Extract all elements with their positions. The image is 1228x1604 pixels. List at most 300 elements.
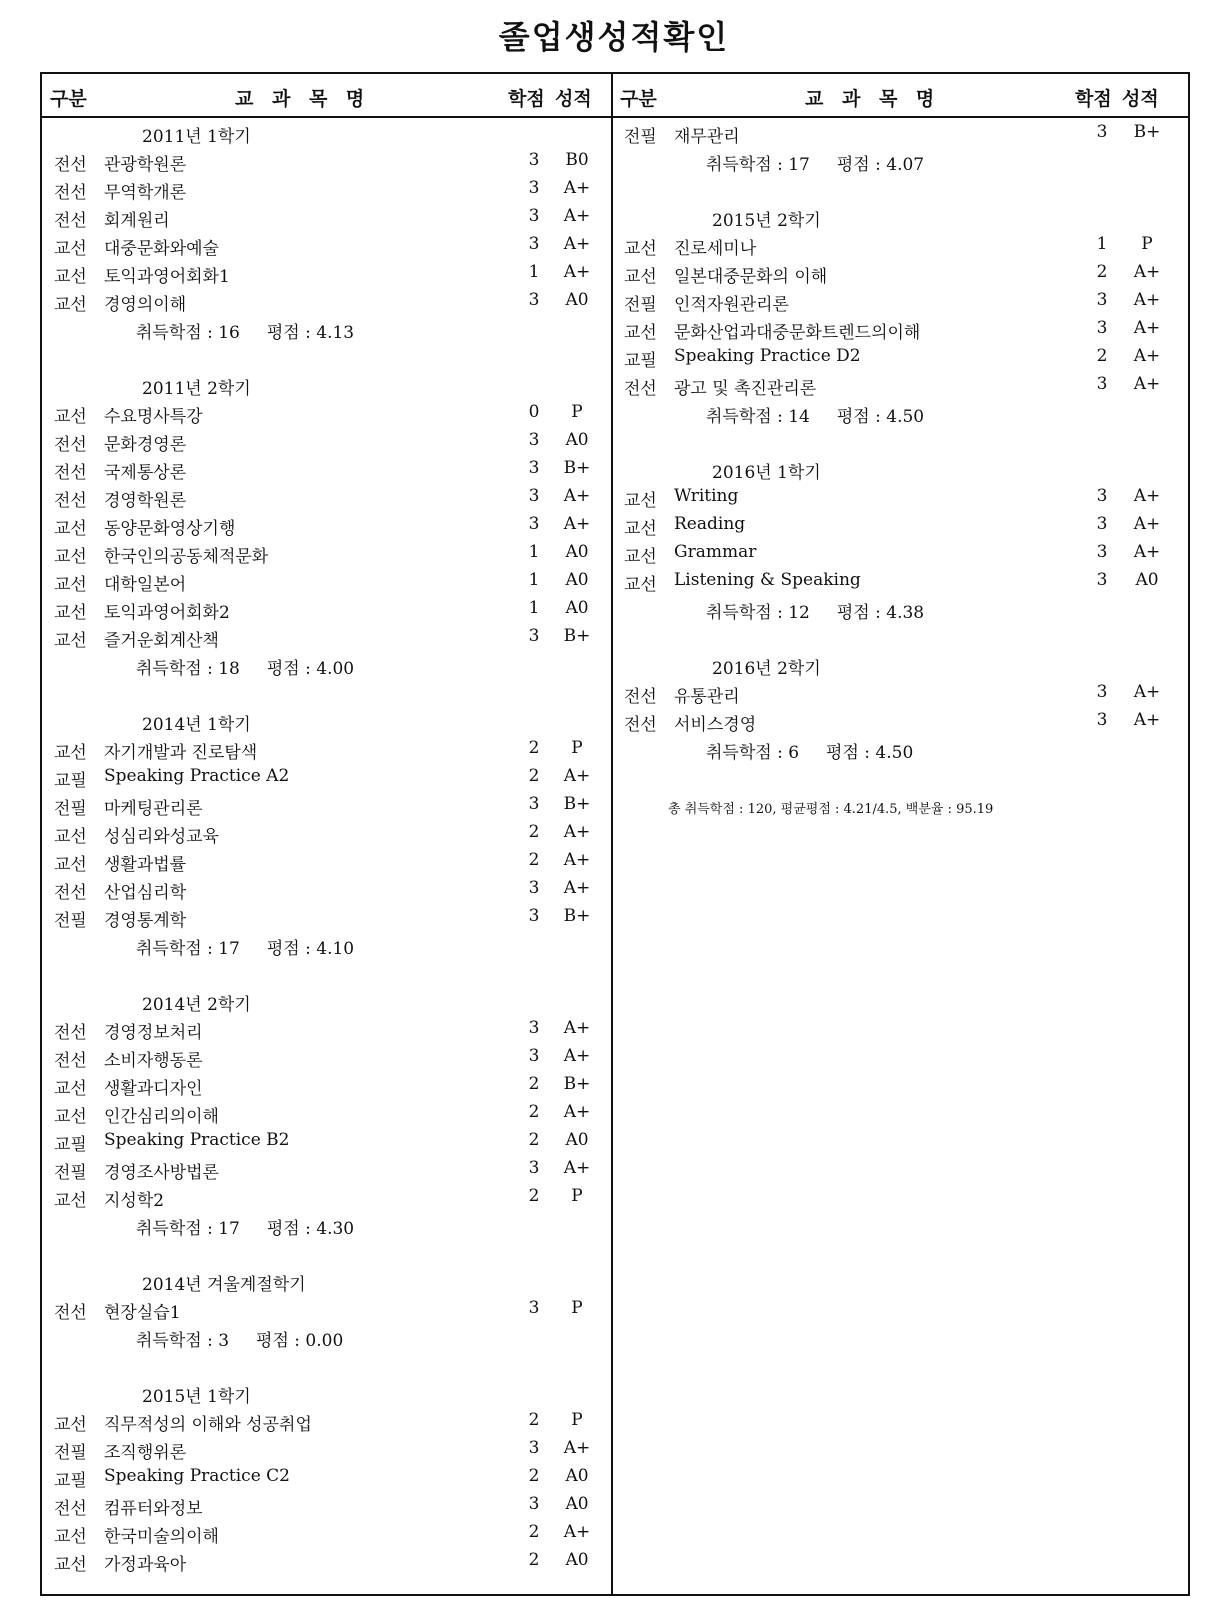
course-name: 생활과디자인 <box>104 1079 203 1099</box>
course-name: 문화산업과대중문화트렌드의이해 <box>674 323 921 343</box>
course-category: 교선 <box>54 631 87 651</box>
course-credit: 3 <box>528 514 540 534</box>
course-name: 직무적성의 이해와 성공취업 <box>104 1415 312 1435</box>
course-category: 교선 <box>624 491 657 511</box>
summary-text: 취득학점 : 18 평점 : 4.00 <box>136 659 355 679</box>
course-grade: B+ <box>1133 122 1161 142</box>
course-credit: 3 <box>528 178 540 198</box>
course-category: 교선 <box>54 295 87 315</box>
course-credit: 2 <box>528 1102 540 1122</box>
spacer-row <box>624 762 1184 790</box>
course-grade: A+ <box>563 178 591 198</box>
course-grade: A0 <box>565 1550 589 1570</box>
course-credit: 1 <box>528 262 540 282</box>
course-row <box>54 1462 604 1490</box>
semester-label: 2014년 1학기 <box>142 715 251 735</box>
summary-text: 취득학점 : 3 평점 : 0.00 <box>136 1331 344 1351</box>
course-grade: A+ <box>563 234 591 254</box>
course-name: 경영통계학 <box>104 911 187 931</box>
header-credit: 학점 <box>508 88 545 110</box>
course-credit: 2 <box>528 850 540 870</box>
course-grade: B+ <box>563 1074 591 1094</box>
course-row <box>54 202 604 230</box>
course-credit: 3 <box>1096 122 1108 142</box>
course-name: 산업심리학 <box>104 883 187 903</box>
course-row <box>54 286 604 314</box>
course-row <box>54 258 604 286</box>
course-category: 교선 <box>54 1415 87 1435</box>
semester-row <box>54 1266 604 1294</box>
course-credit: 3 <box>1096 318 1108 338</box>
course-row <box>624 258 1184 286</box>
course-row <box>54 566 604 594</box>
course-grade: A+ <box>563 766 591 786</box>
course-grade: A+ <box>563 1438 591 1458</box>
semester-row <box>54 1378 604 1406</box>
course-row <box>54 790 604 818</box>
course-name: 현장실습1 <box>104 1303 181 1323</box>
course-credit: 2 <box>528 1074 540 1094</box>
course-credit: 3 <box>528 794 540 814</box>
course-row <box>624 678 1184 706</box>
course-category: 교선 <box>54 603 87 623</box>
course-name: 소비자행동론 <box>104 1051 203 1071</box>
semester-summary <box>54 1210 604 1238</box>
course-name: 서비스경영 <box>674 715 757 735</box>
course-name: 인적자원관리론 <box>674 295 789 315</box>
course-credit: 3 <box>528 206 540 226</box>
course-category: 전선 <box>54 155 87 175</box>
course-grade: A+ <box>1133 486 1161 506</box>
course-row <box>54 846 604 874</box>
course-grade: A0 <box>565 1130 589 1150</box>
spacer-row <box>624 174 1184 202</box>
course-credit: 3 <box>528 458 540 478</box>
course-grade: A0 <box>565 598 589 618</box>
course-credit: 3 <box>1096 374 1108 394</box>
course-row <box>54 1042 604 1070</box>
course-category: 교선 <box>54 827 87 847</box>
course-category: 전필 <box>54 1163 87 1183</box>
course-grade: A0 <box>1135 570 1159 590</box>
course-credit: 2 <box>528 1550 540 1570</box>
total-row <box>624 790 1184 818</box>
course-grade: A+ <box>563 262 591 282</box>
course-credit: 0 <box>528 402 540 422</box>
course-row <box>54 1070 604 1098</box>
course-category: 교필 <box>54 1471 87 1491</box>
course-name: Grammar <box>674 542 757 562</box>
course-name: 경영정보처리 <box>104 1023 203 1043</box>
course-name: 한국인의공동체적문화 <box>104 547 269 567</box>
course-credit: 2 <box>528 1522 540 1542</box>
course-grade: A+ <box>1133 710 1161 730</box>
course-category: 교선 <box>624 267 657 287</box>
course-category: 교필 <box>54 771 87 791</box>
course-credit: 2 <box>1096 346 1108 366</box>
course-category: 전선 <box>624 379 657 399</box>
course-row <box>54 538 604 566</box>
header-subject-right: 교 과 목 명 <box>805 88 941 110</box>
course-category: 교선 <box>624 239 657 259</box>
course-grade: A+ <box>1133 290 1161 310</box>
course-name: Writing <box>674 486 739 506</box>
course-name: 조직행위론 <box>104 1443 187 1463</box>
summary-text: 취득학점 : 6 평점 : 4.50 <box>706 743 914 763</box>
course-row <box>624 538 1184 566</box>
semester-label: 2015년 2학기 <box>712 211 821 231</box>
header-grade: 성적 <box>555 88 592 110</box>
summary-text: 취득학점 : 14 평점 : 4.50 <box>706 407 925 427</box>
course-grade: B+ <box>563 626 591 646</box>
course-category: 전선 <box>54 491 87 511</box>
course-credit: 2 <box>528 822 540 842</box>
semester-summary <box>624 146 1184 174</box>
course-category: 전필 <box>624 295 657 315</box>
course-name: 성심리와성교육 <box>104 827 219 847</box>
course-category: 교선 <box>624 519 657 539</box>
spacer-row <box>624 426 1184 454</box>
spacer-row <box>54 958 604 986</box>
course-credit: 2 <box>528 766 540 786</box>
course-row <box>54 1294 604 1322</box>
course-category: 전선 <box>54 435 87 455</box>
summary-text: 취득학점 : 17 평점 : 4.30 <box>136 1219 355 1239</box>
course-name: 컴퓨터와정보 <box>104 1499 203 1519</box>
course-name: 수요명사특강 <box>104 407 203 427</box>
course-row <box>54 146 604 174</box>
course-grade: A+ <box>1133 262 1161 282</box>
course-name: 광고 및 촉진관리론 <box>674 379 817 399</box>
course-category: 전선 <box>54 463 87 483</box>
course-name: Speaking Practice C2 <box>104 1466 290 1486</box>
spacer-row <box>54 678 604 706</box>
course-grade: P <box>571 402 583 422</box>
course-credit: 2 <box>528 1466 540 1486</box>
course-name: 지성학2 <box>104 1191 165 1211</box>
header-category-right: 구분 <box>620 88 657 110</box>
course-name: 관광학원론 <box>104 155 187 175</box>
course-category: 교선 <box>54 1555 87 1575</box>
course-credit: 2 <box>1096 262 1108 282</box>
course-grade: P <box>571 738 583 758</box>
course-credit: 2 <box>528 1130 540 1150</box>
course-category: 전선 <box>54 211 87 231</box>
course-credit: 3 <box>528 1018 540 1038</box>
course-category: 전필 <box>54 1443 87 1463</box>
course-name: 경영조사방법론 <box>104 1163 219 1183</box>
semester-row <box>624 650 1184 678</box>
course-credit: 3 <box>528 1158 540 1178</box>
course-name: 진로세미나 <box>674 239 757 259</box>
course-row <box>624 510 1184 538</box>
course-row <box>54 734 604 762</box>
course-name: 국제통상론 <box>104 463 187 483</box>
course-name: 생활과법률 <box>104 855 187 875</box>
course-name: Speaking Practice B2 <box>104 1130 290 1150</box>
course-row <box>624 118 1184 146</box>
header-credit-right: 학점 <box>1075 88 1112 110</box>
course-credit: 2 <box>528 1410 540 1430</box>
course-category: 전필 <box>624 127 657 147</box>
course-category: 전선 <box>624 715 657 735</box>
header-subject: 교 과 목 명 <box>235 88 371 110</box>
course-name: 인간심리의이해 <box>104 1107 219 1127</box>
right-column <box>624 118 1184 818</box>
course-category: 전선 <box>54 1303 87 1323</box>
course-grade: A+ <box>1133 374 1161 394</box>
course-name: 경영의이해 <box>104 295 187 315</box>
course-credit: 3 <box>528 1438 540 1458</box>
course-row <box>54 1490 604 1518</box>
course-grade: A+ <box>563 850 591 870</box>
course-name: Speaking Practice D2 <box>674 346 861 366</box>
semester-summary <box>624 398 1184 426</box>
course-grade: P <box>571 1410 583 1430</box>
course-grade: A+ <box>563 822 591 842</box>
course-grade: A+ <box>1133 514 1161 534</box>
course-row <box>624 314 1184 342</box>
course-row <box>54 454 604 482</box>
course-grade: B+ <box>563 794 591 814</box>
course-category: 교선 <box>54 407 87 427</box>
course-grade: A+ <box>563 486 591 506</box>
course-row <box>54 1098 604 1126</box>
course-category: 교선 <box>54 519 87 539</box>
course-name: Reading <box>674 514 746 534</box>
course-grade: A+ <box>1133 318 1161 338</box>
summary-text: 취득학점 : 16 평점 : 4.13 <box>136 323 355 343</box>
course-grade: A+ <box>563 1018 591 1038</box>
course-grade: A0 <box>565 542 589 562</box>
course-credit: 2 <box>528 738 540 758</box>
column-divider <box>611 72 613 1596</box>
course-credit: 3 <box>528 486 540 506</box>
course-row <box>624 286 1184 314</box>
course-row <box>54 510 604 538</box>
course-credit: 3 <box>528 234 540 254</box>
semester-summary <box>54 314 604 342</box>
course-credit: 3 <box>1096 710 1108 730</box>
course-row <box>54 482 604 510</box>
course-category: 교선 <box>54 1527 87 1547</box>
grand-total: 총 취득학점 : 120, 평균평점 : 4.21/4.5, 백분율 : 95.19 <box>668 802 994 817</box>
semester-summary <box>624 594 1184 622</box>
course-category: 교선 <box>624 575 657 595</box>
course-credit: 2 <box>528 1186 540 1206</box>
course-row <box>624 230 1184 258</box>
header-grade-right: 성적 <box>1122 88 1159 110</box>
course-grade: A+ <box>1133 682 1161 702</box>
semester-summary <box>624 734 1184 762</box>
course-category: 전필 <box>54 799 87 819</box>
course-grade: A0 <box>565 1494 589 1514</box>
course-row <box>54 818 604 846</box>
course-category: 교선 <box>624 323 657 343</box>
course-grade: B0 <box>565 150 589 170</box>
summary-text: 취득학점 : 12 평점 : 4.38 <box>706 603 925 623</box>
course-row <box>54 230 604 258</box>
course-grade: A+ <box>563 878 591 898</box>
summary-text: 취득학점 : 17 평점 : 4.10 <box>136 939 355 959</box>
course-row <box>624 566 1184 594</box>
course-grade: A0 <box>565 570 589 590</box>
course-name: 가정과육아 <box>104 1555 187 1575</box>
course-row <box>54 1182 604 1210</box>
course-credit: 1 <box>528 570 540 590</box>
course-row <box>54 1518 604 1546</box>
course-name: 대학일본어 <box>104 575 187 595</box>
course-grade: B+ <box>563 906 591 926</box>
course-name: Speaking Practice A2 <box>104 766 290 786</box>
semester-row <box>624 202 1184 230</box>
course-grade: A+ <box>563 1522 591 1542</box>
semester-row <box>54 370 604 398</box>
course-grade: A+ <box>563 1102 591 1122</box>
spacer-row <box>54 1350 604 1378</box>
semester-row <box>54 986 604 1014</box>
semester-label: 2016년 1학기 <box>712 463 821 483</box>
summary-text: 취득학점 : 17 평점 : 4.07 <box>706 155 925 175</box>
course-row <box>624 706 1184 734</box>
course-name: 토익과영어회화2 <box>104 603 230 623</box>
course-row <box>624 482 1184 510</box>
course-category: 교선 <box>624 547 657 567</box>
course-credit: 1 <box>528 598 540 618</box>
course-grade: A0 <box>565 430 589 450</box>
course-row <box>54 1434 604 1462</box>
course-credit: 3 <box>528 1494 540 1514</box>
course-row <box>624 370 1184 398</box>
course-credit: 3 <box>528 1298 540 1318</box>
semester-label: 2014년 2학기 <box>142 995 251 1015</box>
course-grade: A0 <box>565 1466 589 1486</box>
course-category: 교선 <box>54 547 87 567</box>
course-credit: 3 <box>528 626 540 646</box>
left-column <box>54 118 604 1574</box>
course-row <box>54 1546 604 1574</box>
course-category: 교필 <box>624 351 657 371</box>
course-grade: P <box>1141 234 1153 254</box>
course-category: 교필 <box>54 1135 87 1155</box>
course-name: 경영학원론 <box>104 491 187 511</box>
course-credit: 3 <box>528 878 540 898</box>
course-grade: A+ <box>563 1158 591 1178</box>
course-credit: 3 <box>528 906 540 926</box>
course-name: 마케팅관리론 <box>104 799 203 819</box>
course-credit: 3 <box>1096 570 1108 590</box>
semester-label: 2015년 1학기 <box>142 1387 251 1407</box>
course-name: 대중문화와예술 <box>104 239 219 259</box>
course-category: 전선 <box>54 883 87 903</box>
course-name: 재무관리 <box>674 127 740 147</box>
course-name: 토익과영어회화1 <box>104 267 230 287</box>
course-name: 자기개발과 진로탐색 <box>104 743 258 763</box>
course-name: 한국미술의이해 <box>104 1527 219 1547</box>
semester-label: 2011년 2학기 <box>142 379 251 399</box>
course-grade: A+ <box>563 514 591 534</box>
spacer-row <box>54 342 604 370</box>
course-category: 교선 <box>54 855 87 875</box>
course-grade: P <box>571 1186 583 1206</box>
course-grade: A+ <box>563 1046 591 1066</box>
course-category: 전선 <box>54 1499 87 1519</box>
course-name: 회계원리 <box>104 211 170 231</box>
course-row <box>54 902 604 930</box>
course-row <box>54 874 604 902</box>
course-row <box>54 1014 604 1042</box>
semester-label: 2011년 1학기 <box>142 127 251 147</box>
course-category: 교선 <box>54 575 87 595</box>
course-row <box>624 342 1184 370</box>
course-category: 교선 <box>54 239 87 259</box>
semester-label: 2016년 2학기 <box>712 659 821 679</box>
course-category: 교선 <box>54 1191 87 1211</box>
course-grade: A+ <box>1133 346 1161 366</box>
course-grade: A0 <box>565 290 589 310</box>
course-name: Listening & Speaking <box>674 570 861 590</box>
spacer-row <box>54 1238 604 1266</box>
course-name: 무역학개론 <box>104 183 187 203</box>
course-credit: 3 <box>1096 682 1108 702</box>
course-name: 문화경영론 <box>104 435 187 455</box>
course-row <box>54 622 604 650</box>
course-row <box>54 1126 604 1154</box>
course-credit: 1 <box>1096 234 1108 254</box>
course-category: 전필 <box>54 911 87 931</box>
spacer-row <box>624 622 1184 650</box>
course-category: 전선 <box>54 1051 87 1071</box>
course-credit: 3 <box>1096 514 1108 534</box>
course-grade: A+ <box>1133 542 1161 562</box>
semester-summary <box>54 1322 604 1350</box>
course-grade: A+ <box>563 206 591 226</box>
page-title: 졸업생성적확인 <box>498 18 730 56</box>
course-category: 교선 <box>54 743 87 763</box>
header-category: 구분 <box>50 88 87 110</box>
course-name: 일본대중문화의 이해 <box>674 267 828 287</box>
course-credit: 1 <box>528 542 540 562</box>
course-category: 전선 <box>624 687 657 707</box>
semester-label: 2014년 겨울계절학기 <box>142 1275 306 1295</box>
course-row <box>54 1154 604 1182</box>
course-name: 즐거운회계산책 <box>104 631 219 651</box>
course-credit: 3 <box>528 150 540 170</box>
semester-row <box>54 118 604 146</box>
course-row <box>54 426 604 454</box>
course-row <box>54 398 604 426</box>
course-row <box>54 594 604 622</box>
course-grade: B+ <box>563 458 591 478</box>
course-grade: P <box>571 1298 583 1318</box>
course-credit: 3 <box>1096 290 1108 310</box>
course-credit: 3 <box>1096 486 1108 506</box>
course-category: 전선 <box>54 183 87 203</box>
course-category: 교선 <box>54 267 87 287</box>
course-name: 동양문화영상기행 <box>104 519 236 539</box>
course-credit: 3 <box>528 430 540 450</box>
semester-row <box>54 706 604 734</box>
semester-summary <box>54 930 604 958</box>
course-row <box>54 762 604 790</box>
course-category: 교선 <box>54 1079 87 1099</box>
course-credit: 3 <box>528 1046 540 1066</box>
course-credit: 3 <box>528 290 540 310</box>
semester-summary <box>54 650 604 678</box>
course-row <box>54 1406 604 1434</box>
course-credit: 3 <box>1096 542 1108 562</box>
course-name: 유통관리 <box>674 687 740 707</box>
